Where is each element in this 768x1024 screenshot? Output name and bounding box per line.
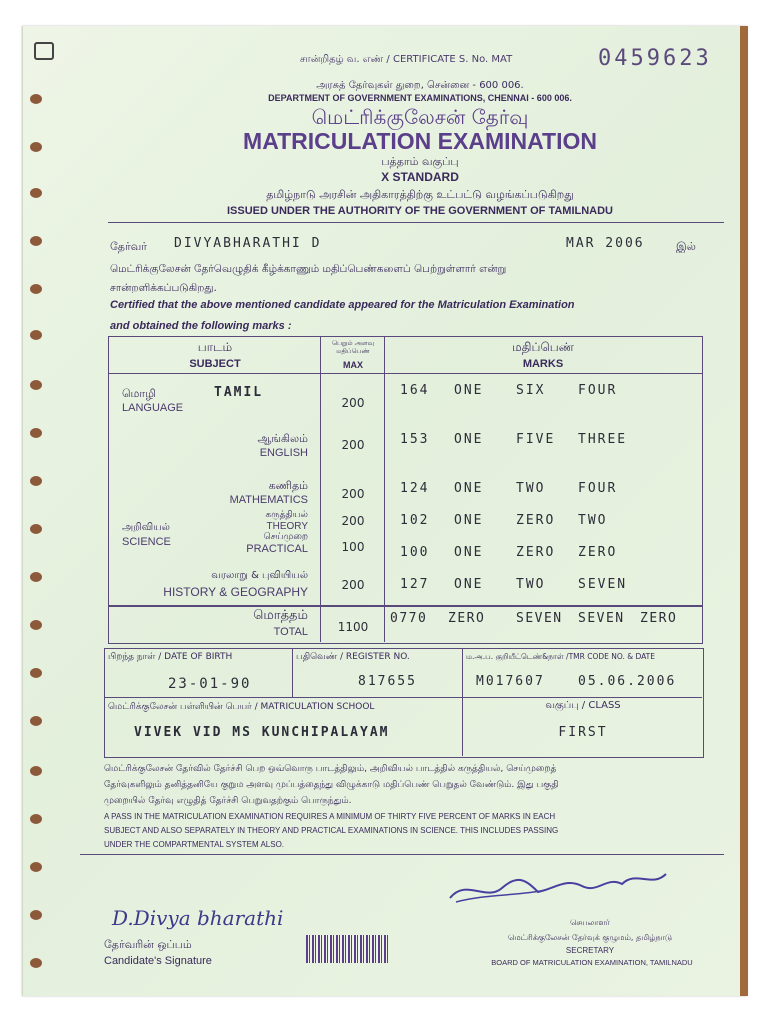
top-left-mark-icon <box>34 42 54 60</box>
subject-header-tamil: பாடம் <box>197 340 233 354</box>
max-marks: 200 <box>341 396 365 410</box>
marks-word: FIVE <box>516 432 556 447</box>
class-label: வகுப்பு / CLASS <box>545 700 621 711</box>
marks-word: TWO <box>516 577 546 592</box>
dept-english: DEPARTMENT OF GOVERNMENT EXAMINATIONS, CHENNAI - 600 006. <box>268 93 572 103</box>
punch-hole <box>30 330 42 340</box>
dob-value: 23-01-90 <box>168 676 252 692</box>
total-word: ZERO <box>448 611 486 626</box>
candidate-prefix: தேர்வர் <box>110 240 147 253</box>
col-divider <box>292 648 293 698</box>
tamil-statement-2: சான்றளிக்கப்படுகிறது. <box>110 282 217 294</box>
total-max: 1100 <box>337 620 369 634</box>
language-name: TAMIL <box>214 385 264 400</box>
candidate-signature-label-tamil: தேர்வரின் ஒப்பம் <box>104 938 192 951</box>
secretary-title: SECRETARY <box>565 946 615 955</box>
candidate-suffix: இல் <box>676 240 696 253</box>
candidate-signature-label: Candidate's Signature <box>104 955 212 967</box>
note-english-2: SUBJECT AND ALSO SEPARATELY IN THEORY AND PRACTICAL EXAMINATIONS IN SCIENCE. THIS INCLUDES PASSING <box>104 826 559 835</box>
marks-word: ONE <box>454 577 484 592</box>
tmr-label: ம.அ.ப. குறியீட்டெண்&நாள் /TMR CODE NO. & DATE <box>466 652 655 661</box>
punch-hole <box>30 236 42 246</box>
row-divider <box>108 605 702 607</box>
punch-hole <box>30 284 42 294</box>
standard-tamil: பத்தாம் வகுப்பு <box>381 155 459 168</box>
marks-header: MARKS <box>522 358 564 370</box>
total-figure: 0770 <box>390 611 428 626</box>
note-tamil-1: மெட்ரிக்குலேசன் தேர்வில் தேர்ச்சி பெற ஒவ்வொரு பாடத்திலும், அறிவியல் பாடத்தில் கருத்தியல், செய்முறைத் <box>104 764 557 774</box>
max-marks: 200 <box>341 514 365 528</box>
barcode <box>306 935 388 963</box>
tamil-statement-1: மெட்ரிக்குலேசன் தேர்வெழுதிக் கீழ்க்காணும் மதிப்பெண்களைப் பெற்றுள்ளார் என்று <box>110 263 507 275</box>
row-divider <box>104 697 702 698</box>
standard-english: X STANDARD <box>381 170 459 184</box>
max-marks: 200 <box>341 578 365 592</box>
total-label: TOTAL <box>273 626 308 638</box>
english-label: ENGLISH <box>259 447 308 459</box>
board-name: BOARD OF MATRICULATION EXAMINATION, TAMILNADU <box>491 958 693 967</box>
punch-hole <box>30 188 42 198</box>
register-label: பதிவெண் / REGISTER NO. <box>296 652 410 662</box>
marks-word: ZERO <box>578 545 618 560</box>
punch-hole <box>30 428 42 438</box>
register-number: 817655 <box>358 674 417 689</box>
col-divider <box>462 648 463 756</box>
dob-label: பிறந்த நாள் / DATE OF BIRTH <box>108 652 233 662</box>
punch-hole <box>30 716 42 726</box>
marks-figure: 124 <box>400 481 430 496</box>
punch-hole <box>30 476 42 486</box>
total-word: ZERO <box>640 611 678 626</box>
theory-label-tamil: கருத்தியல் <box>265 510 308 520</box>
col-divider <box>384 336 385 642</box>
punch-hole <box>30 958 42 968</box>
marks-word: ONE <box>454 513 484 528</box>
dept-tamil: அரசுத் தேர்வுகள் துறை, சென்னை - 600 006. <box>316 80 524 91</box>
max-marks: 200 <box>341 487 365 501</box>
marks-figure: 100 <box>400 545 430 560</box>
punch-hole <box>30 572 42 582</box>
language-label: LANGUAGE <box>122 402 184 414</box>
science-label-tamil: அறிவியல் <box>122 522 170 533</box>
secretary-signature <box>446 858 676 908</box>
marks-word: ZERO <box>516 545 556 560</box>
punch-hole <box>30 380 42 390</box>
marks-word: TWO <box>516 481 546 496</box>
exam-title: MATRICULATION EXAMINATION <box>243 128 597 154</box>
authority-english: ISSUED UNDER THE AUTHORITY OF THE GOVERNMENT OF TAMILNADU <box>226 205 614 217</box>
tmr-code: M017607 <box>476 674 545 689</box>
punch-hole <box>30 94 42 104</box>
total-word: SEVEN <box>578 611 625 626</box>
exam-session: MAR 2006 <box>566 236 645 251</box>
marks-word: SIX <box>516 383 546 398</box>
header-divider <box>108 222 724 223</box>
authority-tamil: தமிழ்நாடு அரசின் அதிகாரத்திற்கு உட்பட்டு வழங்கப்படுகிறது <box>266 188 574 201</box>
note-tamil-3: முறையில் தேர்வு எழுதித் தேர்ச்சி பெறுவதற்கும் பொருந்தும். <box>104 796 352 806</box>
board-name-tamil: மெட்ரிக்குலேசன் தேர்வுக் குழுமம், தமிழ்நாடு <box>508 933 672 942</box>
note-tamil-2: தேர்வுகளிலும் தனித்தனியே குறும அளவு முப்பத்தைந்து விழுக்காடு மதிப்பெண் பெறுதல் வேண்டும். இது பகுதி <box>104 780 559 790</box>
marks-word: FOUR <box>578 481 618 496</box>
school-label: மெட்ரிக்குலேசன் பள்ளியின் பெயர் / MATRICULATION SCHOOL <box>108 702 375 712</box>
total-word: SEVEN <box>516 611 563 626</box>
maths-label-tamil: கணிதம் <box>268 479 308 492</box>
marks-word: FOUR <box>578 383 618 398</box>
max-marks: 100 <box>341 540 365 554</box>
total-label-tamil: மொத்தம் <box>253 608 308 623</box>
marks-word: ONE <box>454 383 484 398</box>
marks-word: ONE <box>454 545 484 560</box>
marks-figure: 102 <box>400 513 430 528</box>
certificate-label: சான்றிதழ் வ. எண் / CERTIFICATE S. No. MAT <box>300 54 513 65</box>
maths-label: MATHEMATICS <box>229 494 308 506</box>
candidate-name: DIVYABHARATHI D <box>174 236 322 251</box>
marks-word: SEVEN <box>578 577 628 592</box>
punch-hole <box>30 668 42 678</box>
col-divider <box>320 336 321 642</box>
class-value: FIRST <box>558 725 608 740</box>
marks-figure: 164 <box>400 383 430 398</box>
practical-label: PRACTICAL <box>246 543 308 555</box>
max-header: MAX <box>343 360 363 370</box>
note-english-1: A PASS IN THE MATRICULATION EXAMINATION REQUIRES A MINIMUM OF THIRTY FIVE PERCENT OF MARKS IN EACH <box>104 812 556 821</box>
notes-divider <box>80 854 724 855</box>
marks-figure: 127 <box>400 577 430 592</box>
theory-label: THEORY <box>266 521 308 532</box>
punch-hole <box>30 814 42 824</box>
punch-hole <box>30 142 42 152</box>
language-label-tamil: மொழி <box>122 387 156 400</box>
background-edge <box>740 26 748 996</box>
english-label-tamil: ஆங்கிலம் <box>257 432 308 445</box>
marks-header-tamil: மதிப்பெண் <box>512 340 574 354</box>
punch-hole <box>30 524 42 534</box>
punch-hole <box>30 766 42 776</box>
history-label-tamil: வரலாறு & புவியியல் <box>211 570 308 581</box>
marks-figure: 153 <box>400 432 430 447</box>
marks-word: ZERO <box>516 513 556 528</box>
practical-label-tamil: செய்முறை <box>263 532 308 542</box>
punch-hole <box>30 862 42 872</box>
certified-line-1: Certified that the above mentioned candidate appeared for the Matriculation Examination <box>110 299 575 311</box>
subject-header: SUBJECT <box>189 358 241 370</box>
exam-title-tamil: மெட்ரிக்குலேசன் தேர்வு <box>311 105 529 129</box>
certified-line-2: and obtained the following marks : <box>110 320 292 332</box>
max-marks: 200 <box>341 438 365 452</box>
candidate-signature: D.Divya bharathi <box>112 906 284 930</box>
row-divider <box>108 373 702 374</box>
marks-word: ONE <box>454 481 484 496</box>
marks-word: THREE <box>578 432 628 447</box>
marks-word: TWO <box>578 513 608 528</box>
punch-hole <box>30 620 42 630</box>
secretary-title-tamil: செயலாளர் <box>570 918 610 927</box>
max-header-tamil: பெறும் அளவு மதிப்பெண் <box>332 339 374 355</box>
tmr-date: 05.06.2006 <box>578 674 677 689</box>
punch-hole <box>30 910 42 920</box>
note-english-3: UNDER THE COMPARTMENTAL SYSTEM ALSO. <box>104 840 285 849</box>
marks-word: ONE <box>454 432 484 447</box>
certificate-number: 0459623 <box>598 46 712 71</box>
history-label: HISTORY & GEOGRAPHY <box>163 585 308 599</box>
school-name: VIVEK VID MS KUNCHIPALAYAM <box>134 725 390 740</box>
science-label: SCIENCE <box>122 536 171 548</box>
